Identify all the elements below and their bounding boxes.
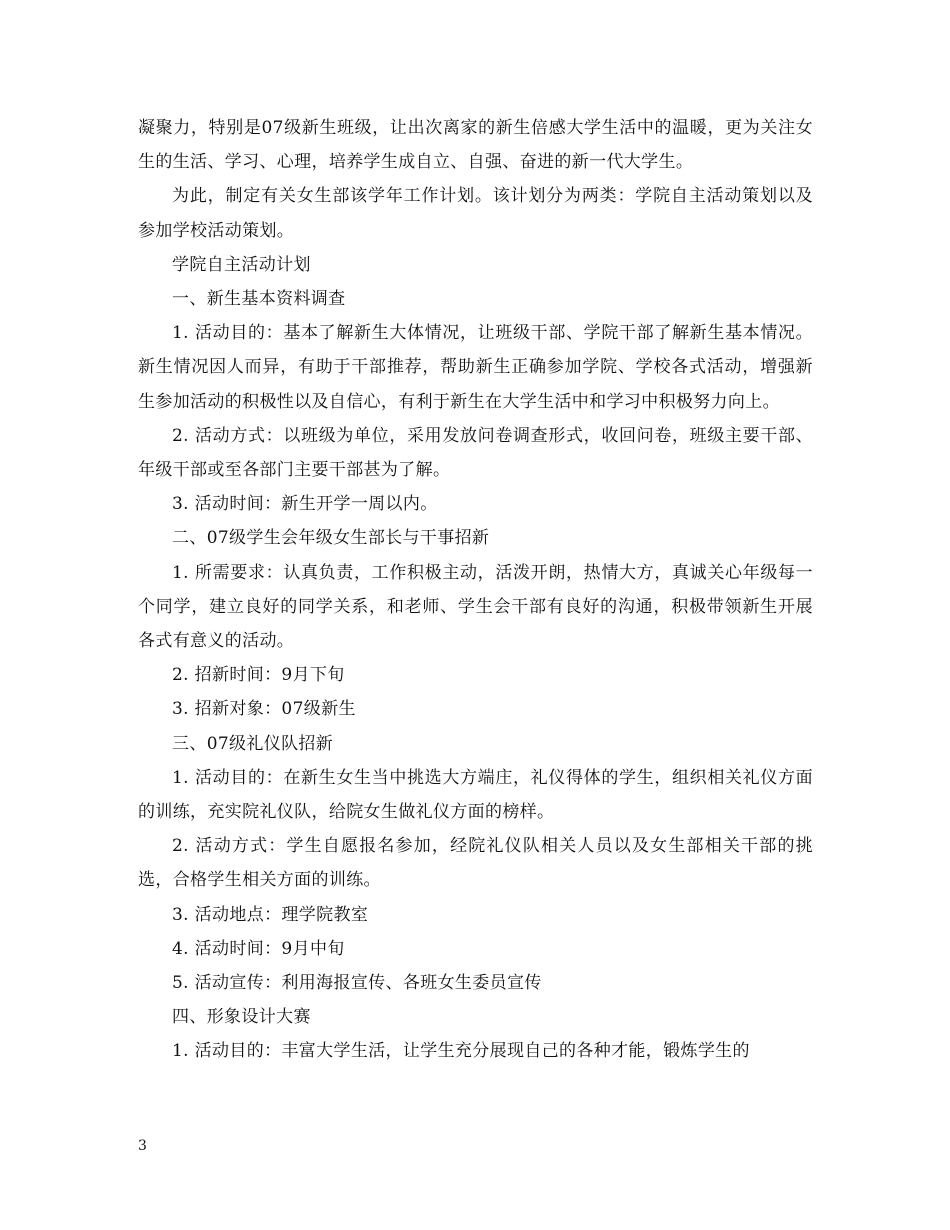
list-item: 2. 活动方式：以班级为单位，采用发放问卷调查形式，收回问卷，班级主要干部、年级干部或至各部门主要干部甚为了解。	[138, 425, 813, 481]
paragraph: 凝聚力，特别是07级新生班级，让出次离家的新生倍感大学生活中的温暖，更为关注女生的生活、学习、心理，培养学生成自立、自强、奋进的新一代大学生。	[138, 118, 813, 173]
section-heading: 学院自主活动计划	[172, 254, 311, 275]
list-item: 4. 活动时间：9月中旬	[172, 938, 345, 959]
list-item: 5. 活动宣传：利用海报宣传、各班女生委员宣传	[172, 973, 542, 994]
list-item: 1. 活动目的：在新生女生当中挑选大方端庄，礼仪得体的学生，组织相关礼仪方面的训练，充实院礼仪队，给院女生做礼仪方面的榜样。	[138, 767, 813, 823]
list-item: 1. 活动目的：基本了解新生大体情况，让班级干部、学院干部了解新生基本情况。新生情况因人而异，有助于干部推荐，帮助新生正确参加学院、学校各式活动，增强新生参加活动的积极性以及自信心，有利于新生在大学生活中和学习中积极努力向上。	[138, 323, 813, 412]
section-heading: 一、新生基本资料调查	[172, 289, 346, 310]
list-item: 2. 招新时间：9月下旬	[172, 665, 345, 686]
list-item: 3. 活动时间：新生开学一周以内。	[172, 494, 438, 515]
section-heading: 三、07级礼仪队招新	[172, 733, 334, 754]
paragraph: 为此，制定有关女生部该学年工作计划。该计划分为两类：学院自主活动策划以及参加学校活动策划。	[138, 186, 813, 241]
list-item: 3. 招新对象：07级新生	[172, 699, 356, 720]
list-item: 1. 活动目的：丰富大学生活，让学生充分展现自己的各种才能，锻炼学生的	[172, 1041, 750, 1062]
section-heading: 二、07级学生会年级女生部长与干事招新	[172, 528, 490, 549]
section-heading: 四、形象设计大赛	[172, 1007, 311, 1028]
page-number: 3	[138, 1138, 147, 1154]
list-item: 3. 活动地点：理学院教室	[172, 904, 369, 925]
document-body	[138, 111, 813, 1069]
list-item: 1. 所需要求：认真负责，工作积极主动，活泼开朗，热情大方，真诚关心年级每一个同学，建立良好的同学关系，和老师、学生会干部有良好的沟通，积极带领新生开展各式有意义的活动。	[138, 562, 813, 652]
list-item: 2. 活动方式：学生自愿报名参加，经院礼仪队相关人员以及女生部相关干部的挑选，合格学生相关方面的训练。	[138, 836, 813, 891]
